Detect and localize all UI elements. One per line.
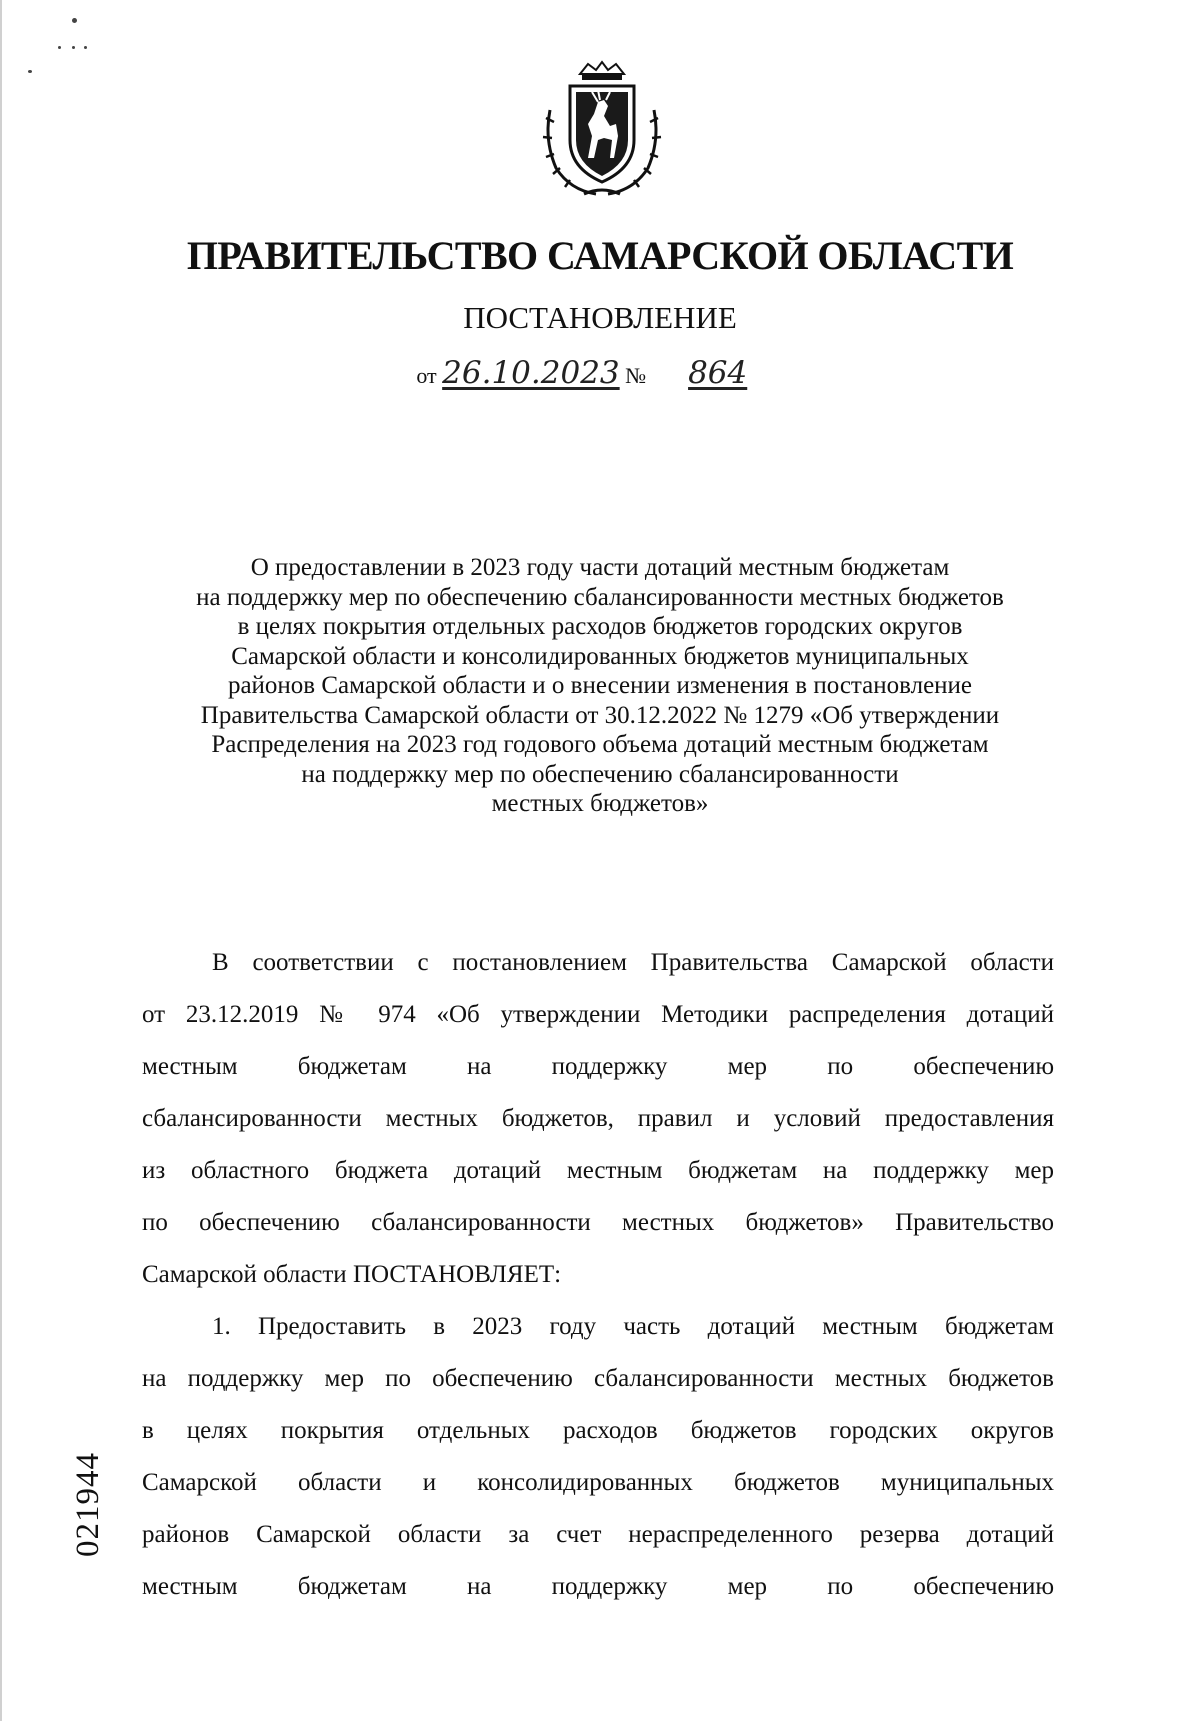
body-line: В соответствии с постановлением Правительства Самарской области: [212, 949, 1054, 976]
document-subject: [0, 553, 1200, 819]
government-name: ПРАВИТЕЛЬСТВО САМАРСКОЙ ОБЛАСТИ: [186, 233, 1014, 278]
body-line: от 23.12.2019 № 974 «Об утверждении Методики распределения дотаций: [142, 1001, 1054, 1028]
subject-line: Распределения на 2023 год годового объема дотаций местным бюджетам: [211, 731, 989, 758]
handwritten-date: 26.10.2023: [442, 355, 620, 391]
handwritten-number: 864: [688, 355, 748, 391]
scan-speck: [72, 18, 77, 23]
body-line: на поддержку мер по обеспечению сбалансированности местных бюджетов: [142, 1365, 1054, 1392]
subject-line: в целях покрытия отдельных расходов бюджетов городских округов: [237, 613, 963, 640]
subject-line: на поддержку мер по обеспечению сбалансированности: [301, 760, 899, 788]
body-line: в целях покрытия отдельных расходов бюджетов городских округов: [142, 1417, 1054, 1444]
subject-line: районов Самарской области и о внесении изменения в постановление: [227, 672, 973, 699]
body-line: Самарской области и консолидированных бюджетов муниципальных: [142, 1469, 1054, 1496]
scan-speck: [28, 70, 32, 73]
subject-line: О предоставлении в 2023 году части дотаций местным бюджетам: [250, 554, 950, 581]
date-number-line: [0, 355, 1200, 391]
coat-of-arms-emblem: [540, 60, 664, 200]
scan-speck: [84, 46, 87, 49]
body-line: 1. Предоставить в 2023 году часть дотаций местным бюджетам: [212, 1313, 1054, 1340]
body-line: районов Самарской области за счет нераспределенного резерва дотаций: [142, 1521, 1054, 1548]
subject-line: на поддержку мер по обеспечению сбалансированности местных бюджетов: [196, 583, 1004, 611]
date-prefix: от: [416, 363, 437, 388]
body-line: местным бюджетам на поддержку мер по обеспечению: [142, 1573, 1054, 1600]
subject-line: местных бюджетов»: [491, 790, 709, 817]
number-prefix: №: [625, 363, 647, 388]
body-line: сбалансированности местных бюджетов, правил и условий предоставления: [142, 1105, 1054, 1132]
serial-number: 021944: [70, 1452, 106, 1557]
document-body: [142, 948, 1054, 1624]
body-line: по обеспечению сбалансированности местных бюджетов» Правительство: [142, 1209, 1054, 1236]
scan-speck: [58, 46, 61, 49]
document-type: ПОСТАНОВЛЕНИЕ: [463, 300, 737, 335]
body-line: из областного бюджета дотаций местным бюджетам на поддержку мер: [142, 1157, 1054, 1184]
subject-line: Самарской области и консолидированных бюджетов муниципальных: [231, 642, 969, 670]
scan-speck: [72, 46, 75, 49]
subject-line: Правительства Самарской области от 30.12.2022 № 1279 «Об утверждении: [200, 701, 1000, 729]
body-line: Самарской области ПОСТАНОВЛЯЕТ:: [142, 1261, 562, 1288]
body-line: местным бюджетам на поддержку мер по обеспечению: [142, 1053, 1054, 1080]
